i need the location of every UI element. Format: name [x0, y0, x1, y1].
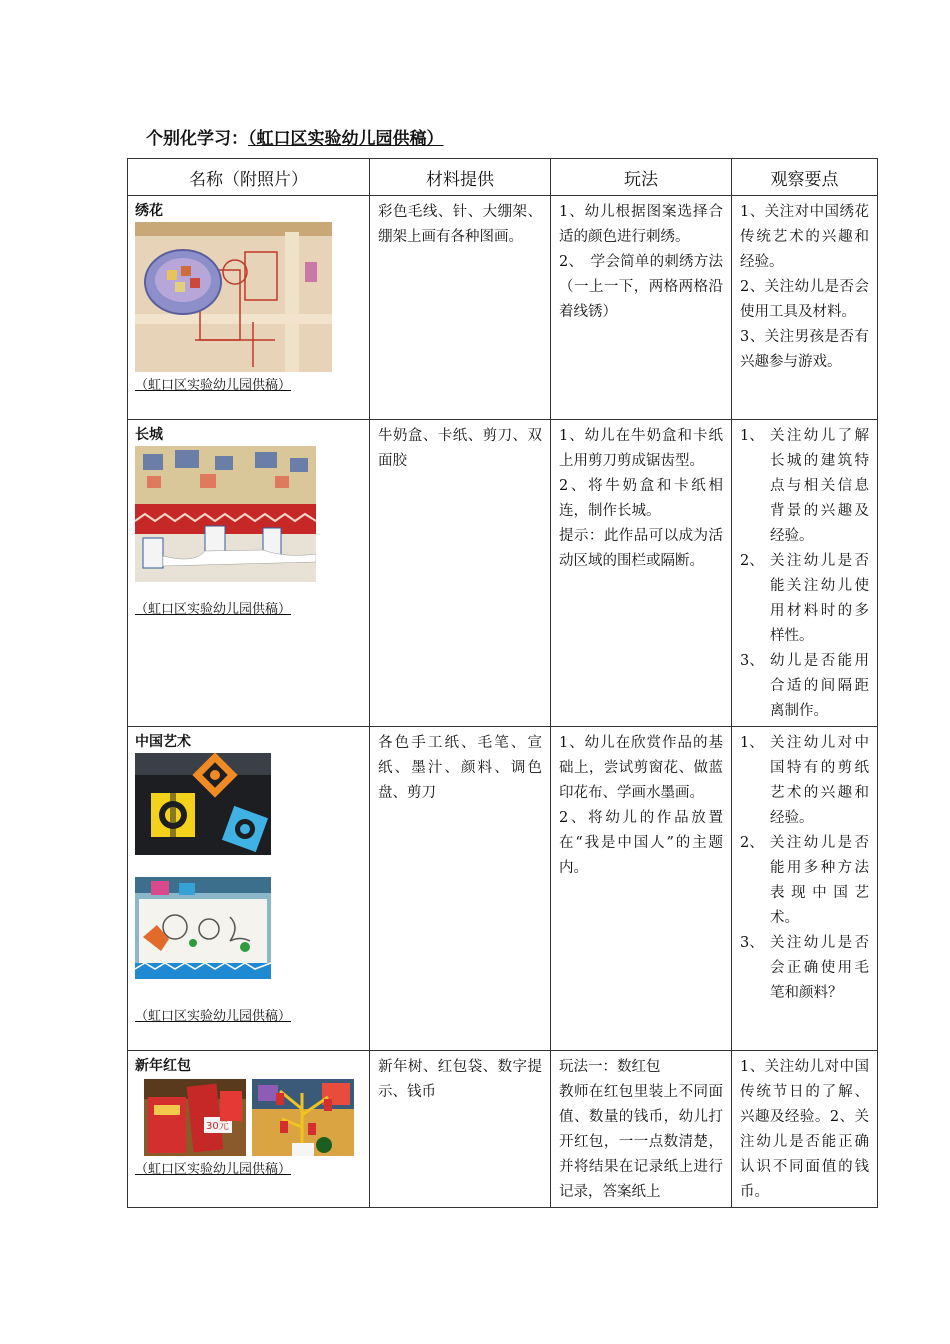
observe-point: 2、关注幼儿是否会使用工具及材料。 — [740, 279, 869, 320]
materials-cell — [370, 420, 551, 727]
observe-point: 3、 幼儿是否能用合适的间隔距离制作。 — [740, 653, 869, 719]
name-cell — [128, 196, 370, 420]
materials-cell — [370, 727, 551, 1051]
new-year-tree-photo — [252, 1079, 354, 1156]
table-header-row — [128, 159, 878, 196]
ink-painting-photo — [135, 877, 271, 979]
table-row — [128, 727, 878, 1051]
title-prefix: 个别化学习： — [146, 129, 248, 149]
great-wall-photo — [135, 446, 316, 582]
observe-point: 3、 关注幼儿是否会正确使用毛笔和颜料？ — [740, 935, 869, 1001]
table-row — [128, 420, 878, 727]
activity-name: 长城 — [135, 427, 163, 443]
observe-point: 3、关注男孩是否有兴趣参与游戏。 — [740, 329, 869, 370]
page-title — [146, 124, 444, 149]
play-step: 玩法一：数红包 — [559, 1059, 661, 1075]
play-step: 1、幼儿在牛奶盒和卡纸上用剪刀剪成锯齿型。 — [559, 428, 723, 469]
table-row — [128, 1051, 878, 1208]
table-row — [128, 196, 878, 420]
header-play: 玩法 — [551, 159, 732, 196]
materials-cell — [370, 1051, 551, 1208]
embroidery-photo — [135, 222, 332, 372]
red-envelope-photo — [144, 1079, 246, 1156]
header-materials: 材料提供 — [370, 159, 551, 196]
activity-table — [127, 158, 878, 1208]
play-step: 2、将幼儿的作品放置在“我是中国人”的主题内。 — [559, 810, 723, 876]
materials-text: 彩色毛线、针、大绷架、绷架上画有各种图画。 — [378, 204, 542, 245]
materials-text: 各色手工纸、毛笔、宣纸、墨汁、颜料、调色盘、剪刀 — [378, 735, 542, 801]
header-observe: 观察要点 — [732, 159, 878, 196]
play-tip: 提示：此作品可以成为活动区域的围栏或隔断。 — [559, 528, 723, 569]
observe-point: 2、 关注幼儿是否能用多种方法表现中国艺术。 — [740, 835, 869, 926]
play-cell — [551, 196, 732, 420]
observe-point: 1、关注对中国绣花传统艺术的兴趣和经验。 — [740, 204, 869, 270]
name-cell — [128, 420, 370, 727]
play-cell — [551, 727, 732, 1051]
observe-point: 1、 关注幼儿了解长城的建筑特点与相关信息背景的兴趣及经验。 — [740, 428, 869, 544]
name-cell — [128, 727, 370, 1051]
name-cell — [128, 1051, 370, 1208]
observe-cell — [732, 1051, 878, 1208]
credit-label: （虹口区实验幼儿园供稿） — [135, 378, 292, 393]
paper-cut-photo — [135, 753, 271, 855]
observe-point: 1、关注幼儿对中国传统节日的了解、兴趣及经验。2、关注幼儿是否能正确认识不同面值的钱币。 — [740, 1059, 869, 1200]
play-step: 2、将牛奶盒和卡纸相连，制作长城。 — [559, 478, 723, 519]
observe-cell — [732, 420, 878, 727]
play-step: 1、幼儿根据图案选择合适的颜色进行刺绣。 — [559, 204, 723, 245]
materials-cell — [370, 196, 551, 420]
play-cell — [551, 420, 732, 727]
activity-name: 新年红包 — [135, 1058, 191, 1074]
play-step: 1、幼儿在欣赏作品的基础上，尝试剪窗花、做蓝印花布、学画水墨画。 — [559, 735, 723, 801]
play-step: 2、 学会简单的刺绣方法（一上一下，两格两格沿着线锈） — [559, 254, 723, 320]
credit-label: （虹口区实验幼儿园供稿） — [135, 1009, 292, 1024]
materials-text: 新年树、红包袋、数字提示、钱币 — [378, 1059, 542, 1100]
title-source: （虹口区实验幼儿园供稿） — [248, 129, 444, 149]
materials-text: 牛奶盒、卡纸、剪刀、双面胶 — [378, 428, 542, 469]
play-step: 教师在红包里装上不同面值、数量的钱币，幼儿打开红包，一一点数清楚，并将结果在记录纸上进行记录，答案纸上 — [559, 1084, 723, 1200]
observe-cell — [732, 727, 878, 1051]
activity-name: 绣花 — [135, 203, 163, 219]
header-name: 名称（附照片） — [128, 159, 370, 196]
play-cell — [551, 1051, 732, 1208]
observe-point: 2、 关注幼儿是否能关注幼儿使用材料时的多样性。 — [740, 553, 869, 644]
activity-name: 中国艺术 — [135, 734, 191, 750]
money-badge-text: 30元 — [206, 1121, 229, 1132]
observe-cell — [732, 196, 878, 420]
credit-label: （虹口区实验幼儿园供稿） — [135, 1162, 292, 1177]
credit-label: （虹口区实验幼儿园供稿） — [135, 602, 292, 617]
observe-point: 1、 关注幼儿对中国特有的剪纸艺术的兴趣和经验。 — [740, 735, 869, 826]
